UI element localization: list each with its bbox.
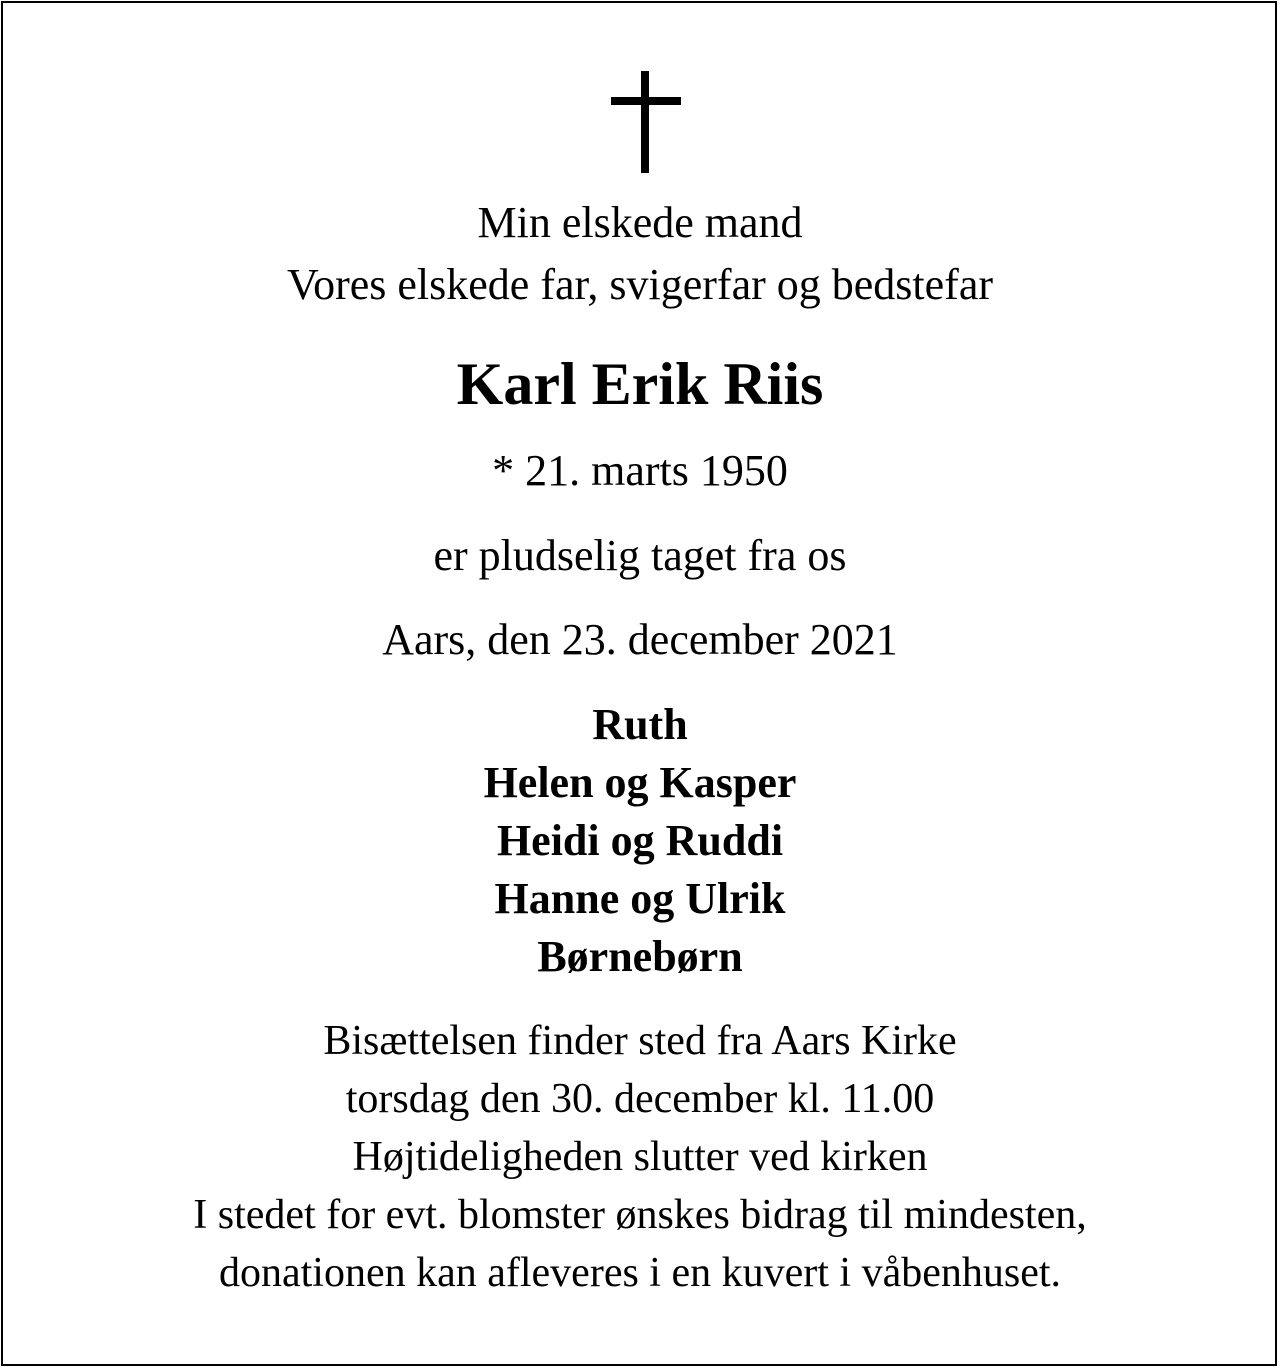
family-member: Heidi og Ruddi (496, 816, 784, 865)
family-member: Ruth (592, 700, 688, 749)
funeral-info-line: donationen kan afleveres i en kuvert i våbenhuset. (218, 1250, 1062, 1296)
intro-line-2: Vores elskede far, svigerfar og bedstefar (286, 260, 994, 309)
family-member: Hanne og Ulrik (494, 874, 786, 923)
family-member: Helen og Kasper (483, 758, 797, 807)
funeral-info-line: torsdag den 30. december kl. 11.00 (345, 1076, 935, 1122)
funeral-info-line: Højtideligheden slutter ved kirken (352, 1134, 928, 1180)
intro-line-1: Min elskede mand (477, 198, 803, 247)
funeral-info-line: I stedet for evt. blomster ønskes bidrag til mindesten, (193, 1192, 1087, 1238)
funeral-info-line: Bisættelsen finder sted fra Aars Kirke (323, 1018, 957, 1064)
passing-text: er pludselig taget fra os (433, 531, 847, 580)
deceased-name: Karl Erik Riis (456, 351, 824, 417)
cross-icon (611, 71, 681, 173)
family-member: Børnebørn (537, 932, 743, 981)
birth-date: * 21. marts 1950 (492, 446, 788, 495)
place-date: Aars, den 23. december 2021 (382, 615, 898, 664)
